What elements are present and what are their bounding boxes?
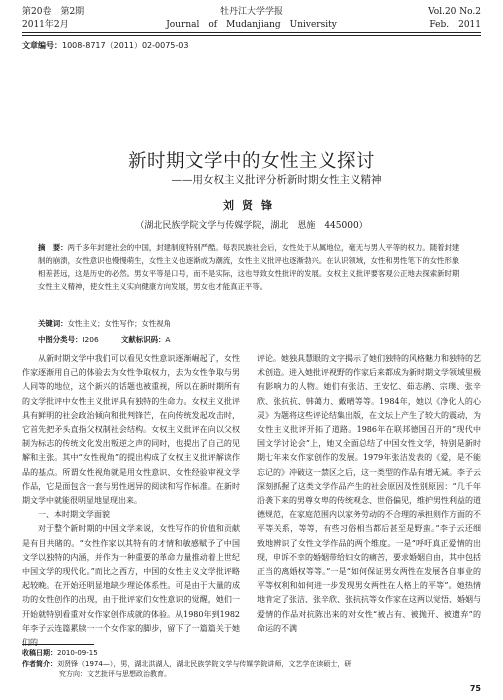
author-bio-label: 作者简介： bbox=[22, 659, 57, 668]
header-rule-thin bbox=[22, 35, 481, 36]
doc-code-value: A bbox=[165, 335, 171, 344]
abstract bbox=[38, 241, 465, 293]
doc-code-label: 文献标识码： bbox=[121, 335, 166, 344]
body-paragraph: 评论。她独具慧眼的文字揭示了她们独特的风格魅力和独特的艺术创造。进入她批评视野的作家后来都成为新时期文学领域里极有影响力的人物。她们有张洁、王安忆、茹志鹃、宗璞、张辛欣、张抗抗、韩蔼力、戴晴等等。1984年，她以《净化人的心灵》为题将这些评论结集出版，在文坛上产生了较大的震动，为女性主义批评开拓了道路。1986年在联邦德国召开的“现代中国文学讨论会”上，她又全面总结了中国女性文学，特别是新时期七年来女作家创作的发展。1979年张洁发表的《爱，是不能忘记的》冲破这一禁区之后，这一类型的作品有增无减。李子云深刻抓握了这类文学作品产生的社会原因及性别原因：“几千年沿袭下来的男尊女卑的传统观念、世俗偏见，维护男性利益的道德规范，在家庭范围内以家务劳动的不合理的承担则作方面的不平等关系，等等，有些习俗相当都后甚至是野蛮。”李子云还细致地辨识了女性文学作品的两个维度。一是“呼吁真正爱情的出现，申诉不幸的婚姻带给妇女的痛苦，要求婚姻自由，其中包括正当的离婚权等等。”一是“如何保证男女两性在发展各自事业的平等权利和如何进一步发现男女两性在人格上的平等”。她热情地肯定了张洁、张辛欣、张抗抗等女作家在这两以觉悟、婚姻与爱情的作品对抗陈出来的对女性“被占有、被抛开、被遗弃”的命运的不满 bbox=[257, 354, 481, 633]
section-heading: 一、本时期文学面貌 bbox=[38, 510, 110, 520]
header-rule-thick bbox=[22, 32, 481, 33]
clc-label: 中图分类号： bbox=[38, 335, 83, 344]
keywords-text: 女性主义；女性写作；女性视角 bbox=[67, 319, 172, 328]
author-name: 刘贤锋 bbox=[223, 199, 280, 212]
date-en: Feb. 2011 bbox=[429, 20, 481, 30]
article-number-value: 1008-8717（2011）02-0075-03 bbox=[62, 41, 189, 50]
body-column-left bbox=[22, 352, 240, 650]
body-column-right bbox=[257, 352, 481, 636]
volume-en: Vol.20 No.2 bbox=[428, 7, 481, 17]
journal-name-en: Journal of Mudanjiang University bbox=[166, 20, 337, 30]
abstract-text: 两千多年封建社会的中国，封建制度特别严酷。每表民族社会后，女性处于从属地位，毫无与男人平等的权力。随着封建制的崩溃，女性意识也慢慢萌生，女性主义也逐渐成为潮流，女性主义批评也逐渐勃兴。在认识领域，女性和男性笔下的女性形象相差甚远，这是历史的必然。男女平等是口号，而不是实际，这也导致女性批评的发展。女权主义批评要客观公正地去探索新时期女性主义精神，使女性主义实向健康方向发展，男女也才能真正平等。 bbox=[38, 243, 460, 291]
classification-line bbox=[38, 334, 190, 345]
clc-value: I206 bbox=[82, 335, 99, 344]
volume-cn: 第20卷 第2期 bbox=[22, 7, 85, 17]
received-label: 收稿日期： bbox=[22, 649, 57, 657]
footnote-rule bbox=[22, 644, 94, 645]
article-subtitle: ——用女权主义批评分析新时期女性主义精神 bbox=[171, 174, 382, 186]
keywords-label: 关键词： bbox=[38, 319, 68, 328]
keywords bbox=[38, 318, 465, 329]
body-paragraph: 从新时期文学中我们可以看见女性意识逐渐崛起了，女性作家逐渐用自己的体验去为女性争取权力，去为女性争取与男人同等的地位，这个新兴的话题也被重视，所以在新时期所有的文学批评中女性主义批评具有独特的生命力。女权主义批评具有鲜明的社会政治倾向和批判锋芒，在向传统发起攻击时，它首先把矛头直指父权制社会结构。女权主义批评在向以父权制为标志的传统文化发出叛逆之声的同时，也提出了自己的见解和主张。其中“女性视角”的提出构成了女权主义批评解读作品的基点。所谓女性视角就是用女性意识、女性经验审视文学作品，它是面包含一套与男性迥异的阅读和写作标准。在新时期文学中就能很明显地显现出来。 bbox=[22, 354, 240, 506]
received-date: 2010-09-15 bbox=[57, 649, 98, 657]
page-number: 75 bbox=[469, 684, 481, 693]
author-affiliation: （湖北民族学院文学与传媒学院，湖北 恩施 445000） bbox=[135, 221, 368, 231]
journal-name-cn: 牡丹江大学学报 bbox=[219, 7, 283, 17]
date-cn: 2011年2月 bbox=[22, 20, 69, 30]
body-paragraph: 对于整个新时期的中国文学来说，女性写作的价值和贡献是有目共睹的。“女性作家以其特有的才情和敏感赋予了中国文学以独特的内涵，并作为一种重要的革命力量推动着上世纪中国文学的现代化。”而比之西方，中国的女性主义文学批评略起较晚。在开始还明显地缺少理论体系性。可是由于大量的成功的女性创作的出现，由于批评家们女性意识的觉醒，她们一开始就特别看重对女作家创作成就的体验。从1980年到1982年李子云连篇累牍一一个女作家的脚步，留下了一篇篇关于她们的 bbox=[22, 524, 240, 648]
article-number-label: 文章编号： bbox=[22, 41, 62, 50]
footnote bbox=[22, 648, 481, 680]
author-bio-cont: 究方向：文艺批评与思想政治教育。 bbox=[59, 670, 171, 678]
article-title: 新时期文学中的女性主义探讨 bbox=[127, 151, 375, 172]
author-bio: 刘贤锋（1974—），男，湖北洪湖人，湖北民族学院文学与传媒学院讲师，文艺学在读硕士，研 bbox=[57, 659, 352, 668]
article-number bbox=[22, 40, 188, 51]
abstract-label: 摘 要： bbox=[38, 243, 68, 252]
